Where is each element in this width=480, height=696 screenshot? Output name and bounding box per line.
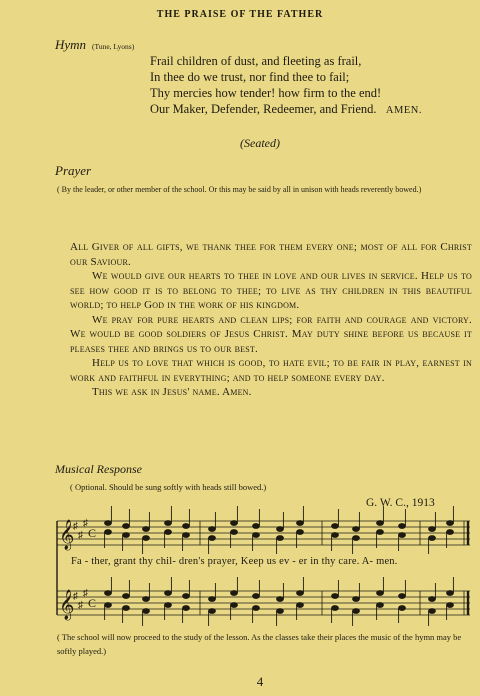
note-head <box>143 597 150 602</box>
hymn-line: In thee do we trust, nor find thee to fail; <box>150 70 350 84</box>
note-head <box>105 521 112 526</box>
note-head <box>105 603 112 608</box>
note-head <box>231 603 238 608</box>
note-head <box>377 530 384 535</box>
note-head <box>277 609 284 614</box>
note-head <box>277 536 284 541</box>
note-head <box>209 536 216 541</box>
note-head <box>429 597 436 602</box>
composer-credit: G. W. C., 1913 <box>366 497 435 509</box>
note-head <box>332 533 339 538</box>
note-head <box>297 603 304 608</box>
musical-response-note: ( Optional. Should be sung softly with heads still bowed.) <box>70 482 267 492</box>
note-head <box>253 533 260 538</box>
note-head <box>165 530 172 535</box>
note-head <box>165 591 172 596</box>
note-head <box>353 609 360 614</box>
prayer-paragraph: This we ask in Jesus' name. Amen. <box>92 386 252 398</box>
note-head <box>447 603 454 608</box>
note-head <box>183 594 190 599</box>
sharp-icon: ♯ <box>78 600 83 611</box>
note-head <box>123 524 130 529</box>
note-head <box>183 606 190 611</box>
note-head <box>332 594 339 599</box>
note-head <box>399 533 406 538</box>
sharp-icon: ♯ <box>83 518 88 529</box>
note-head <box>183 524 190 529</box>
note-head <box>209 597 216 602</box>
sharp-icon: ♯ <box>73 591 78 602</box>
hymn-line: Frail children of dust, and fleeting as frail, <box>150 54 362 68</box>
note-head <box>253 606 260 611</box>
note-head <box>332 524 339 529</box>
running-head: THE PRAISE OF THE FATHER <box>156 9 324 20</box>
note-head <box>165 603 172 608</box>
hymn-line-text: Our Maker, Defender, Redeemer, and Friend. <box>150 102 377 116</box>
sharp-icon: ♯ <box>78 530 83 541</box>
hymn-tune: (Tune, Lyons) <box>92 42 135 51</box>
prayer-paragraph: Help us to love that which is good, to hate evil; to be fair in play, earnest in work and faithful in everything; and to help someone every day. <box>70 357 472 384</box>
clef-icon: 𝄞 <box>59 590 75 620</box>
note-head <box>429 527 436 532</box>
musical-response-label: Musical Response <box>55 462 142 476</box>
prayer-paragraph: All Giver of all gifts, we thank thee for them every one; most of all for Christ our Saviour. <box>70 241 472 268</box>
music-lyrics: Fa - ther, grant thy chil- dren's prayer, Keep us ev - er in thy care. A- men. <box>71 556 398 567</box>
sharp-icon: ♯ <box>83 588 88 599</box>
prayer-paragraph: We would give our hearts to thee in love and our lives in service. Help us to see how good it is to belong to thee; to live as thy children in this beautiful world; to help God in the work of his kingdom. <box>70 270 472 311</box>
note-head <box>277 527 284 532</box>
note-head <box>143 609 150 614</box>
note-head <box>353 527 360 532</box>
note-head <box>447 521 454 526</box>
note-head <box>297 591 304 596</box>
note-head <box>231 530 238 535</box>
prayer-paragraph: We pray for pure hearts and clean lips; for faith and courage and victory. We would be good soldiers of Jesus Christ. May duty shine before us because it pleases thee and brings us to our best. <box>70 313 472 355</box>
note-head <box>399 594 406 599</box>
bottom-note: ( The school will now proceed to the study of the lesson. As the classes take their places the music of the hymn may be softly played.) <box>57 632 462 656</box>
note-head <box>253 524 260 529</box>
note-head <box>231 591 238 596</box>
seated-direction: (Seated) <box>240 136 280 150</box>
note-head <box>231 521 238 526</box>
note-head <box>399 606 406 611</box>
note-head <box>183 533 190 538</box>
note-head <box>123 533 130 538</box>
time-signature: C <box>88 596 97 610</box>
note-head <box>209 527 216 532</box>
clef-icon: 𝄞 <box>59 520 75 550</box>
prayer-note: ( By the leader, or other member of the school. Or this may be said by all in unison with heads reverently bowed.) <box>57 185 422 194</box>
note-head <box>123 594 130 599</box>
note-head <box>143 527 150 532</box>
prayer-label: Prayer <box>55 163 92 178</box>
note-head <box>353 597 360 602</box>
note-head <box>377 591 384 596</box>
note-head <box>143 536 150 541</box>
note-head <box>105 591 112 596</box>
note-head <box>399 524 406 529</box>
note-head <box>165 521 172 526</box>
note-head <box>209 609 216 614</box>
note-head <box>253 594 260 599</box>
hymn-line: Thy mercies how tender! how firm to the end! <box>150 86 382 100</box>
note-head <box>377 521 384 526</box>
sharp-icon: ♯ <box>73 521 78 532</box>
note-head <box>123 606 130 611</box>
note-head <box>277 597 284 602</box>
note-head <box>377 603 384 608</box>
note-head <box>105 530 112 535</box>
note-head <box>429 536 436 541</box>
note-head <box>297 530 304 535</box>
page-number: 4 <box>256 674 264 689</box>
note-head <box>332 606 339 611</box>
note-head <box>447 530 454 535</box>
note-head <box>297 521 304 526</box>
note-head <box>447 591 454 596</box>
note-head <box>429 609 436 614</box>
hymn-amen: AMEN. <box>385 105 422 116</box>
time-signature: C <box>88 526 97 540</box>
note-head <box>353 536 360 541</box>
hymn-label: Hymn <box>55 37 87 52</box>
